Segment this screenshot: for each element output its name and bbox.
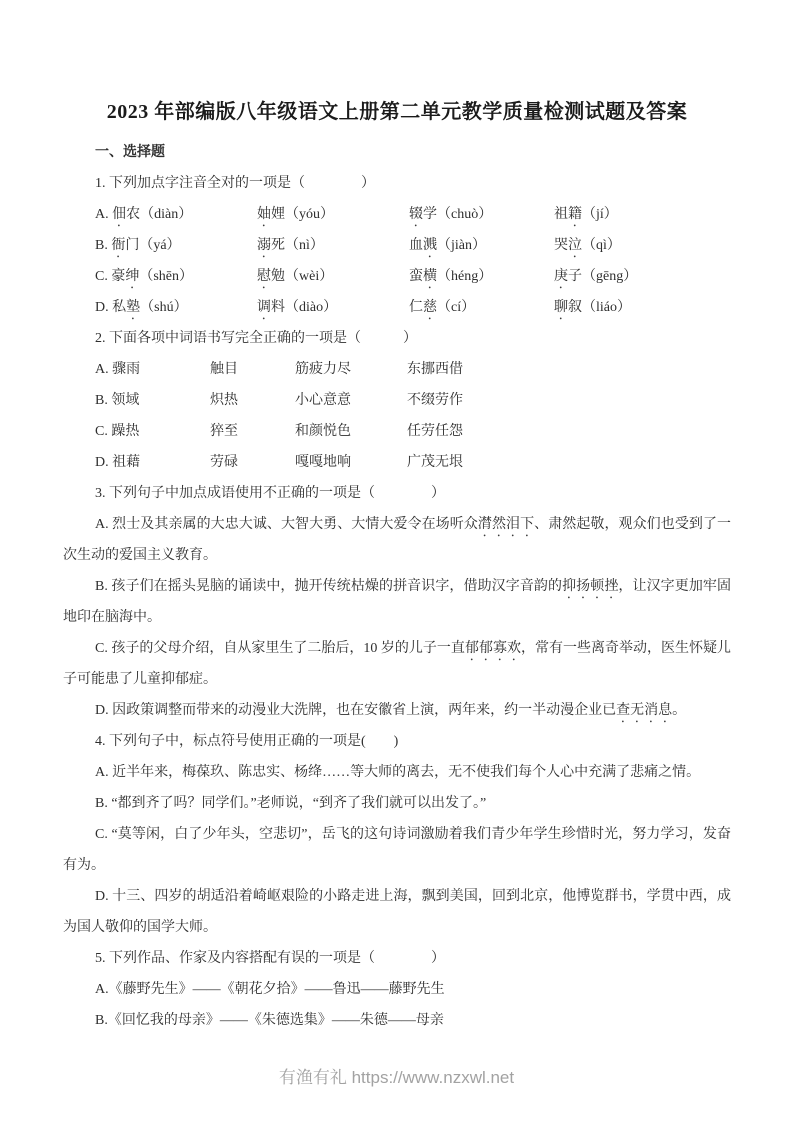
plain-text: （jiàn） — [437, 238, 486, 253]
q5-stem: 5. 下列作品、作家及内容搭配有误的一项是（ ） — [95, 951, 445, 966]
plain-text: A. — [95, 207, 113, 222]
plain-text: （cí） — [437, 300, 476, 315]
q2-d-word-2: 劳碌 — [210, 455, 238, 470]
exam-body — [63, 137, 731, 1036]
plain-text: （héng） — [437, 269, 493, 284]
q4-stem: 4. 下列句子中，标点符号使用正确的一项是( ) — [95, 734, 399, 749]
q2-d-word-1: D. 祖藉 — [95, 455, 141, 470]
q1-row-a — [63, 199, 731, 230]
q2-row-a — [63, 354, 731, 385]
q1-b-word-1 — [95, 230, 257, 261]
emphasized-text: 泣 — [568, 238, 582, 253]
q3-stem: 3. 下列句子中加点成语使用不正确的一项是（ ） — [95, 486, 445, 501]
q4-option-b: B. “都到齐了吗？同学们。”老师说，“到齐了我们就可以出发了。” — [95, 796, 487, 811]
plain-text: 祖 — [554, 207, 568, 222]
q1-row-c — [63, 261, 731, 292]
plain-text: 勉（wèi） — [271, 269, 334, 284]
plain-text: 哭 — [554, 238, 568, 253]
q2-b-word-3: 小心意意 — [295, 393, 351, 408]
emphasized-text: 慰 — [257, 269, 271, 284]
page-title: 2023 年部编版八年级语文上册第二单元教学质量检测试题及答案 — [106, 101, 688, 123]
q2-b-word-2: 炽热 — [210, 393, 238, 408]
q3-option-c — [63, 633, 731, 695]
q1-d-word-3 — [409, 292, 554, 323]
plain-text: （shēn） — [139, 269, 194, 284]
q4-option-a: A. 近半年来，梅葆玖、陈忠实、杨绛……等大师的离去，无不使我们每个人心中充满了悲痛之情。 — [95, 765, 701, 780]
plain-text: ，让汉字更加牢固地印在脑海中。 — [63, 579, 732, 625]
emphasized-text: 绅 — [125, 269, 140, 284]
plain-text: （jí） — [582, 207, 618, 222]
q2-d-word-4: 广茂无垠 — [407, 455, 463, 470]
plain-text: B. 孩子们在摇头晃脑的诵读中，抛开传统枯燥的拼音识字，借助汉字音韵的 — [95, 579, 563, 594]
q2-stem: 2. 下面各项中词语书写完全正确的一项是（ ） — [95, 331, 417, 346]
plain-text: 农（diàn） — [126, 207, 193, 222]
emphasized-text: 溺 — [257, 238, 271, 253]
q3-option-d — [63, 695, 731, 726]
q2-c-word-2: 猝至 — [210, 424, 238, 439]
q1-c-word-1 — [95, 261, 257, 292]
q2-b-word-4: 不缀劳作 — [407, 393, 463, 408]
emphasized-text: 辍 — [409, 207, 423, 222]
q2-row-c — [63, 416, 731, 447]
emphasized-text: 溅 — [423, 238, 437, 253]
q4-option-c: C. “莫等闲，白了少年头，空悲切”，岳飞的这句诗词激励着我们青少年学生珍惜时光，努力学习，发奋有为。 — [63, 827, 731, 873]
plain-text: 门（yá） — [125, 238, 181, 253]
emphasized-text: 衙 — [111, 238, 126, 253]
plain-text: 、肃然起敬，观众们也受到了一次生动的爱国主义教育。 — [63, 517, 732, 563]
plain-text: B. — [95, 238, 112, 253]
q1-c-word-3 — [409, 261, 554, 292]
q1-c-word-2 — [257, 261, 409, 292]
plain-text: D. 私 — [95, 300, 127, 315]
plain-text: 死（nì） — [271, 238, 324, 253]
q1-a-word-2 — [257, 199, 409, 230]
plain-text: ，常有一些离奇举动，医生怀疑儿子可能患了儿童抑郁症。 — [63, 641, 732, 687]
plain-text: A. 烈士及其亲属的大忠大诚、大智大勇、大情大爱令在场听众 — [95, 517, 478, 532]
q1-b-word-2 — [257, 230, 409, 261]
q2-d-word-3: 嘎嘎地响 — [295, 455, 351, 470]
q1-c-word-4 — [554, 261, 731, 292]
q2-a-word-2: 触目 — [210, 362, 238, 377]
q1-d-word-1 — [95, 292, 257, 323]
emphasized-text: 聊 — [554, 300, 568, 315]
q2-a-word-1: A. 骤雨 — [95, 362, 141, 377]
emphasized-text: 郁郁寡欢 — [464, 641, 521, 656]
q2-b-word-1: B. 领域 — [95, 393, 140, 408]
q1-d-word-2 — [257, 292, 409, 323]
plain-text: 血 — [409, 238, 423, 253]
emphasized-text: 慈 — [423, 300, 437, 315]
plain-text: （shú） — [140, 300, 188, 315]
q2-row-b — [63, 385, 731, 416]
q2-c-word-1: C. 躁热 — [95, 424, 140, 439]
q1-a-word-4 — [554, 199, 731, 230]
q2-c-word-4: 任劳任怨 — [407, 424, 463, 439]
q1-b-word-3 — [409, 230, 554, 261]
q3-option-b — [63, 571, 731, 633]
q2-c-word-3: 和颜悦色 — [295, 424, 351, 439]
plain-text: 叙（liáo） — [568, 300, 631, 315]
q1-stem: 1. 下列加点字注音全对的一项是（ ） — [95, 176, 375, 191]
emphasized-text: 抑扬顿挫 — [562, 579, 619, 594]
q1-a-word-3 — [409, 199, 554, 230]
footer-watermark — [0, 1063, 793, 1088]
emphasized-text: 塾 — [126, 300, 141, 315]
plain-text: C. 豪 — [95, 269, 126, 284]
q1-a-word-1 — [95, 199, 257, 230]
q2-a-word-3: 筋疲力尽 — [295, 362, 351, 377]
plain-text: 学（chuò） — [423, 207, 493, 222]
emphasized-text: 佃 — [112, 207, 127, 222]
q1-row-d — [63, 292, 731, 323]
plain-text: 子（gēng） — [568, 269, 638, 284]
plain-text: C. 孩子的父母介绍，自从家里生了二胎后，10 岁的儿子一直 — [95, 641, 465, 656]
q3-option-a — [63, 509, 731, 571]
emphasized-text: 调 — [257, 300, 271, 315]
q1-d-word-4 — [554, 292, 731, 323]
emphasized-text: 妯 — [257, 207, 271, 222]
q5-option-a: A.《藤野先生》——《朝花夕拾》——鲁迅——藤野先生 — [95, 982, 445, 997]
plain-text: 料（diào） — [271, 300, 338, 315]
plain-text: D. 因政策调整而带来的动漫业大洗牌，也在安徽省上演，两年来，约一半动漫企业已 — [95, 703, 617, 718]
q1-row-b — [63, 230, 731, 261]
q2-a-word-4: 东挪西借 — [407, 362, 463, 377]
emphasized-text: 横 — [423, 269, 437, 284]
emphasized-text: 庚 — [554, 269, 568, 284]
section-heading: 一、选择题 — [95, 145, 165, 160]
emphasized-text: 潸然泪下 — [477, 517, 535, 532]
plain-text: 仁 — [409, 300, 423, 315]
q2-row-d — [63, 447, 731, 478]
q4-option-d: D. 十三、四岁的胡适沿着崎岖艰险的小路走进上海，飘到美国，回到北京，他博览群书，学贯中西，成为国人敬仰的国学大师。 — [63, 889, 731, 935]
plain-text: 娌（yóu） — [271, 207, 334, 222]
footer-watermark-text: 有渔有礼 https://www.nzxwl.net — [278, 1068, 515, 1087]
plain-text: （qì） — [582, 238, 621, 253]
q1-b-word-4 — [554, 230, 731, 261]
q5-option-b: B.《回忆我的母亲》——《朱德选集》——朱德——母亲 — [95, 1013, 444, 1028]
plain-text: 蛮 — [409, 269, 423, 284]
emphasized-text: 籍 — [568, 207, 582, 222]
emphasized-text: 查无消息 — [616, 703, 673, 718]
plain-text: 。 — [672, 703, 687, 718]
